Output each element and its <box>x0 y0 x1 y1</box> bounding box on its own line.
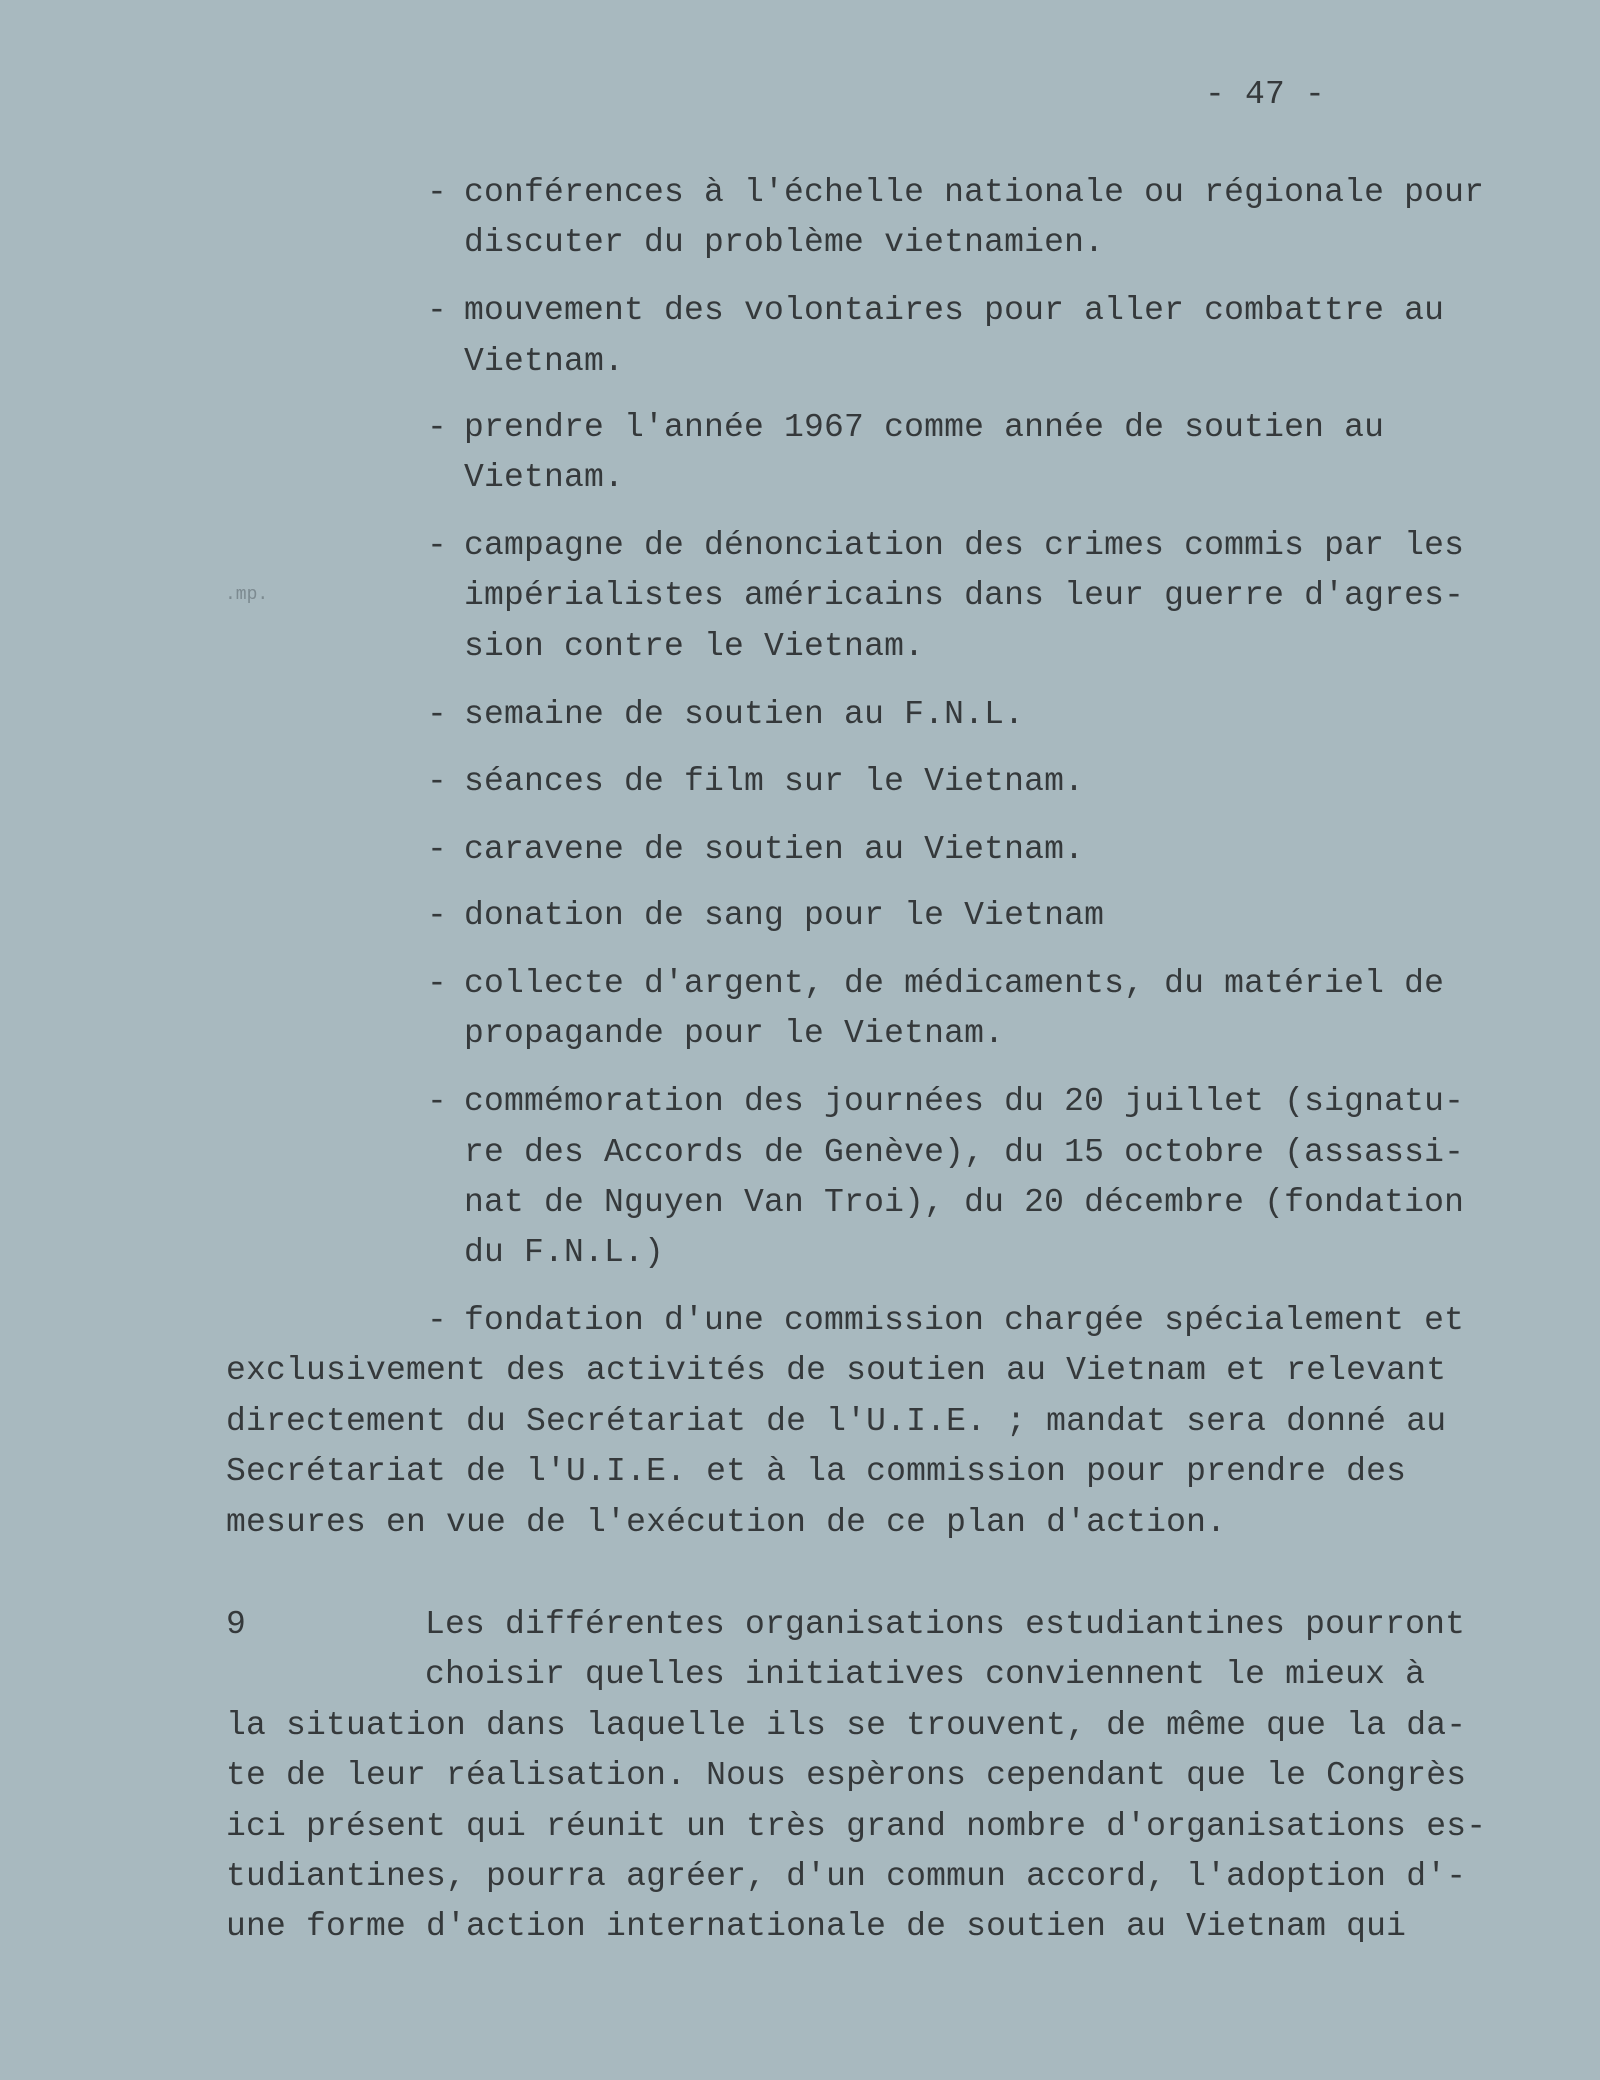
list-item-line: caravene de soutien au Vietnam. <box>464 831 1085 868</box>
list-item-line: mouvement des volontaires pour aller combattre au <box>464 292 1445 329</box>
list-bullet-dash: - <box>427 897 448 934</box>
list-bullet-dash: - <box>427 763 448 800</box>
commission-dash: - <box>427 1302 448 1339</box>
commission-paragraph-line: Secrétariat de l'U.I.E. et à la commission pour prendre des <box>226 1453 1407 1490</box>
list-bullet-dash: - <box>427 174 448 211</box>
paragraph-9-line: Les différentes organisations estudiantines pourront <box>425 1606 1466 1643</box>
list-item-line: impérialistes américains dans leur guerre d'agres- <box>464 577 1465 614</box>
commission-paragraph-line: mesures en vue de l'exécution de ce plan d'action. <box>226 1504 1227 1541</box>
list-item-line: séances de film sur le Vietnam. <box>464 763 1085 800</box>
paragraph-9-line: tudiantines, pourra agréer, d'un commun accord, l'adoption d'- <box>226 1858 1467 1895</box>
list-item-line: discuter du problème vietnamien. <box>464 224 1105 261</box>
list-item-line: donation de sang pour le Vietnam <box>464 897 1105 934</box>
list-bullet-dash: - <box>427 292 448 329</box>
paragraph-9-line: une forme d'action internationale de soutien au Vietnam qui <box>226 1908 1407 1945</box>
list-item-line: re des Accords de Genève), du 15 octobre (assassi- <box>464 1134 1465 1171</box>
paragraph-number: 9 <box>226 1606 247 1643</box>
list-item-line: campagne de dénonciation des crimes commis par les <box>464 527 1465 564</box>
list-bullet-dash: - <box>427 696 448 733</box>
list-item-line: commémoration des journées du 20 juillet (signatu- <box>464 1083 1465 1120</box>
list-item-line: Vietnam. <box>464 343 625 380</box>
commission-paragraph-line: exclusivement des activités de soutien au Vietnam et relevant <box>226 1352 1447 1389</box>
list-item-line: conférences à l'échelle nationale ou régionale pour <box>464 174 1485 211</box>
list-bullet-dash: - <box>427 831 448 868</box>
paragraph-9-line: ici présent qui réunit un très grand nombre d'organisations es- <box>226 1808 1487 1845</box>
paragraph-9-line: te de leur réalisation. Nous espèrons cependant que le Congrès <box>226 1757 1467 1794</box>
list-item-line: Vietnam. <box>464 459 625 496</box>
list-item-line: sion contre le Vietnam. <box>464 628 925 665</box>
list-bullet-dash: - <box>427 527 448 564</box>
margin-mark: .mp. <box>225 585 269 605</box>
commission-paragraph-line: directement du Secrétariat de l'U.I.E. ; mandat sera donné au <box>226 1403 1447 1440</box>
list-item-line: semaine de soutien au F.N.L. <box>464 696 1025 733</box>
commission-paragraph-line: fondation d'une commission chargée spécialement et <box>464 1302 1465 1339</box>
list-item-line: nat de Nguyen Van Troi), du 20 décembre (fondation <box>464 1184 1465 1221</box>
list-item-line: propagande pour le Vietnam. <box>464 1015 1005 1052</box>
page-number: - 47 - <box>1205 76 1326 113</box>
paragraph-9-line: choisir quelles initiatives conviennent le mieux à <box>425 1656 1426 1693</box>
list-bullet-dash: - <box>427 409 448 446</box>
list-item-line: collecte d'argent, de médicaments, du matériel de <box>464 965 1445 1002</box>
paragraph-9-line: la situation dans laquelle ils se trouvent, de même que la da- <box>226 1707 1467 1744</box>
list-item-line: prendre l'année 1967 comme année de soutien au <box>464 409 1385 446</box>
list-item-line: du F.N.L.) <box>464 1234 665 1271</box>
list-bullet-dash: - <box>427 1083 448 1120</box>
list-bullet-dash: - <box>427 965 448 1002</box>
